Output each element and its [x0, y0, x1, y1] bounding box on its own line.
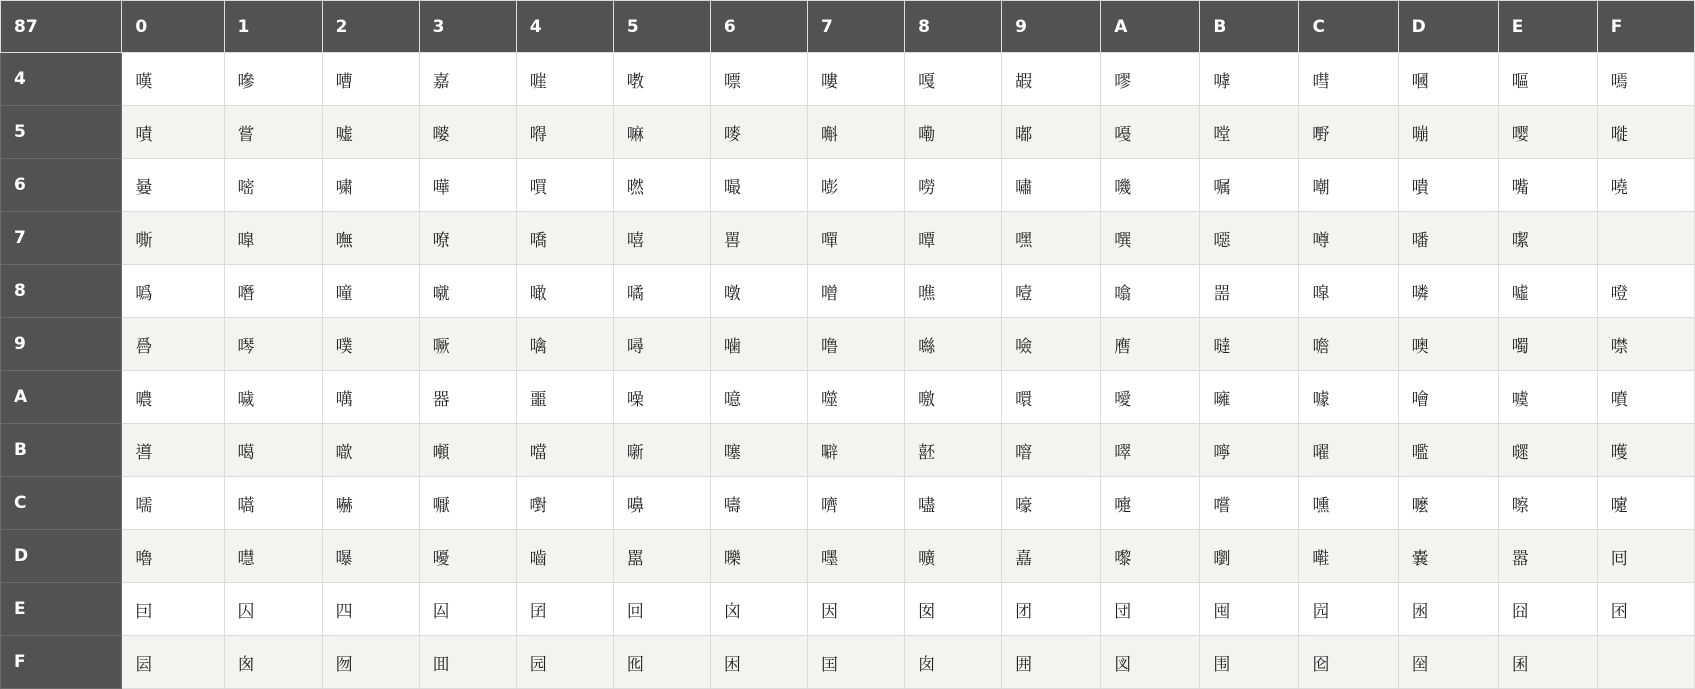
character-cell: 嘏 [1002, 53, 1101, 106]
character-cell: 噅 [122, 265, 224, 318]
character-cell: 噝 [905, 318, 1002, 371]
column-header: 4 [516, 1, 613, 53]
character-cell: 嘍 [807, 53, 904, 106]
character-cell: 嘠 [1101, 106, 1200, 159]
row-header: 9 [1, 318, 122, 371]
character-cell: 囙 [122, 583, 224, 636]
character-cell: 嘇 [224, 53, 322, 106]
character-cell: 噮 [1002, 371, 1101, 424]
character-cell: 嚉 [516, 477, 613, 530]
character-cell: 嘝 [807, 106, 904, 159]
character-cell: 嚑 [1299, 477, 1398, 530]
character-cell: 噊 [613, 265, 710, 318]
character-cell: 嚜 [807, 530, 904, 583]
character-cell: 嘈 [322, 53, 419, 106]
row-header: C [1, 477, 122, 530]
character-cell: 团 [1002, 583, 1101, 636]
character-cell: 嚝 [905, 530, 1002, 583]
character-cell: 囱 [905, 636, 1002, 689]
character-cell: 嚡 [1299, 530, 1398, 583]
character-cell: 嘮 [905, 159, 1002, 212]
character-cell: 嘸 [322, 212, 419, 265]
character-cell: 嘭 [807, 159, 904, 212]
character-cell: 噵 [122, 424, 224, 477]
character-cell: 嘣 [1398, 106, 1498, 159]
character-cell: 囦 [1398, 583, 1498, 636]
table-body [1, 53, 1695, 689]
character-cell: 嚙 [516, 530, 613, 583]
character-cell: 嘳 [1398, 159, 1498, 212]
character-cell: 噳 [1498, 371, 1597, 424]
character-cell: 囟 [710, 583, 807, 636]
column-header: 5 [613, 1, 710, 53]
character-cell: 噤 [1597, 318, 1694, 371]
character-cell: 噁 [1200, 212, 1299, 265]
character-cell: 嘟 [1002, 106, 1101, 159]
character-cell: 囨 [1597, 583, 1694, 636]
character-cell: 噷 [322, 424, 419, 477]
character-cell: 噉 [516, 265, 613, 318]
character-cell: 囧 [1498, 583, 1597, 636]
character-cell: 噋 [710, 265, 807, 318]
character-cell: 嘉 [419, 53, 516, 106]
column-header: 8 [905, 1, 1002, 53]
character-cell: 噄 [1498, 212, 1597, 265]
character-cell: 噴 [1597, 371, 1694, 424]
character-cell: 嚎 [1002, 477, 1101, 530]
character-cell: 嘹 [419, 212, 516, 265]
character-cell: 噃 [1398, 212, 1498, 265]
character-cell: 嘻 [613, 212, 710, 265]
character-cell: 嚖 [224, 530, 322, 583]
character-cell: 嘒 [1299, 53, 1398, 106]
character-cell: 囥 [1299, 583, 1398, 636]
character-cell: 嘶 [122, 212, 224, 265]
character-cell: 嚀 [1200, 424, 1299, 477]
column-header: C [1299, 1, 1398, 53]
character-cell: 噿 [1101, 424, 1200, 477]
table-row [1, 583, 1695, 636]
column-header: F [1597, 1, 1694, 53]
table-row [1, 636, 1695, 689]
character-cell: 嘦 [122, 159, 224, 212]
character-cell: 嚕 [122, 530, 224, 583]
character-cell: 噰 [1200, 371, 1299, 424]
row-header: 7 [1, 212, 122, 265]
character-cell: 嘷 [224, 212, 322, 265]
character-cell: 囶 [1398, 636, 1498, 689]
character-cell: 嘱 [1200, 159, 1299, 212]
character-cell: 嚓 [1498, 477, 1597, 530]
character-cell: 噇 [322, 265, 419, 318]
character-cell: 囝 [516, 583, 613, 636]
header-row [1, 1, 1695, 53]
character-cell: 嘙 [419, 106, 516, 159]
character-cell: 囩 [122, 636, 224, 689]
character-cell: 噂 [1299, 212, 1398, 265]
character-cell: 噯 [1101, 371, 1200, 424]
character-cell: 嘿 [1002, 212, 1101, 265]
character-cell: 嚃 [1498, 424, 1597, 477]
character-cell: 囘 [1597, 530, 1694, 583]
character-cell: 嘕 [1597, 53, 1694, 106]
character-cell: 嘌 [710, 53, 807, 106]
column-header: 6 [710, 1, 807, 53]
character-cell: 囫 [322, 636, 419, 689]
character-cell: 噩 [516, 371, 613, 424]
character-cell: 回 [613, 583, 710, 636]
character-cell: 噾 [1002, 424, 1101, 477]
character-cell: 噕 [122, 318, 224, 371]
character-cell: 噸 [419, 424, 516, 477]
character-cell: 嚇 [322, 477, 419, 530]
table-row [1, 371, 1695, 424]
character-cell: 嘤 [1498, 106, 1597, 159]
character-cell: 嘧 [224, 159, 322, 212]
table-row [1, 477, 1695, 530]
character-cell: 嘽 [807, 212, 904, 265]
character-cell: 噖 [224, 318, 322, 371]
character-cell: 嚊 [613, 477, 710, 530]
column-header: 7 [807, 1, 904, 53]
character-cell: 噔 [1597, 265, 1694, 318]
character-cell: 噏 [1101, 265, 1200, 318]
character-cell: 嘓 [1398, 53, 1498, 106]
character-cell: 围 [1200, 636, 1299, 689]
character-cell: 噫 [710, 371, 807, 424]
character-cell: 嘑 [1200, 53, 1299, 106]
character-cell: 嘵 [1597, 159, 1694, 212]
table-row [1, 106, 1695, 159]
character-cell: 噜 [807, 318, 904, 371]
row-header: E [1, 583, 122, 636]
character-cell: 噍 [905, 265, 1002, 318]
corner-cell: 87 [1, 1, 122, 53]
row-header: 6 [1, 159, 122, 212]
row-header: F [1, 636, 122, 689]
character-cell: 嚔 [1597, 477, 1694, 530]
character-cell: 嘬 [710, 159, 807, 212]
character-cell: 噈 [419, 265, 516, 318]
column-header: 1 [224, 1, 322, 53]
row-header: B [1, 424, 122, 477]
column-header: A [1101, 1, 1200, 53]
character-cell: 噡 [1299, 318, 1398, 371]
character-cell: 囮 [613, 636, 710, 689]
table-row [1, 530, 1695, 583]
character-cell: 嘺 [516, 212, 613, 265]
character-cell: 嘼 [710, 212, 807, 265]
character-cell: 嚠 [1200, 530, 1299, 583]
row-header: D [1, 530, 122, 583]
character-cell: 嘊 [516, 53, 613, 106]
character-cell: 器 [419, 371, 516, 424]
character-cell: 嘨 [322, 159, 419, 212]
character-cell: 嚁 [1299, 424, 1398, 477]
character-cell: 嚗 [322, 530, 419, 583]
row-header: 5 [1, 106, 122, 159]
character-cell: 噣 [1498, 318, 1597, 371]
character-cell: 嚍 [905, 477, 1002, 530]
table-row [1, 212, 1695, 265]
character-cell: 図 [1101, 636, 1200, 689]
character-cell: 噱 [1299, 371, 1398, 424]
character-cell: 嚣 [1498, 530, 1597, 583]
character-cell: 嚚 [613, 530, 710, 583]
row-header: A [1, 371, 122, 424]
character-cell: 嘰 [1101, 159, 1200, 212]
character-cell: 嚌 [807, 477, 904, 530]
character-cell: 嚘 [419, 530, 516, 583]
column-header: 2 [322, 1, 419, 53]
character-cell: 囬 [419, 636, 516, 689]
character-cell: 噒 [1398, 265, 1498, 318]
character-cell: 囷 [1498, 636, 1597, 689]
character-cell: 嘡 [1200, 106, 1299, 159]
character-cell: 嘜 [710, 106, 807, 159]
character-cell: 噚 [613, 318, 710, 371]
table-row [1, 159, 1695, 212]
character-cell: 嚆 [224, 477, 322, 530]
character-cell: 噶 [224, 424, 322, 477]
character-cell: 噺 [613, 424, 710, 477]
character-cell: 囡 [905, 583, 1002, 636]
character-cell: 噦 [224, 371, 322, 424]
character-cell: 噆 [224, 265, 322, 318]
character-cell: 囚 [224, 583, 322, 636]
character-cell: 嘘 [322, 106, 419, 159]
character-cell: 嘩 [419, 159, 516, 212]
character-cell: 嘯 [1002, 159, 1101, 212]
row-header: 8 [1, 265, 122, 318]
character-cell: 噞 [1002, 318, 1101, 371]
character-cell: 団 [1101, 583, 1200, 636]
character-cell: 嘗 [224, 106, 322, 159]
character-cell: 噪 [613, 371, 710, 424]
character-cell: 噥 [122, 371, 224, 424]
character-cell: 嚐 [1200, 477, 1299, 530]
character-cell: 嘐 [1101, 53, 1200, 106]
character-cell: 嘆 [122, 53, 224, 106]
character-cell: 噑 [1299, 265, 1398, 318]
character-cell: 嚈 [419, 477, 516, 530]
character-cell: 噌 [807, 265, 904, 318]
character-cell: 嘖 [122, 106, 224, 159]
character-cell: 困 [710, 636, 807, 689]
character-cell: 嚂 [1398, 424, 1498, 477]
character-cell: 嚢 [1398, 530, 1498, 583]
character-cell: 噻 [710, 424, 807, 477]
character-cell: 噲 [1398, 371, 1498, 424]
column-header: E [1498, 1, 1597, 53]
character-cell: 噽 [905, 424, 1002, 477]
table-header [1, 1, 1695, 53]
character-cell: 噘 [419, 318, 516, 371]
character-cell: 噀 [1101, 212, 1200, 265]
character-cell: 噛 [710, 318, 807, 371]
character-cell: 噐 [1200, 265, 1299, 318]
character-cell: 囯 [807, 636, 904, 689]
character-cell: 因 [807, 583, 904, 636]
character-cell: 噹 [516, 424, 613, 477]
column-header: 3 [419, 1, 516, 53]
character-cell: 噗 [322, 318, 419, 371]
column-header: D [1398, 1, 1498, 53]
character-cell: 嘎 [905, 53, 1002, 106]
character-cell: 噎 [1002, 265, 1101, 318]
column-header: B [1200, 1, 1299, 53]
character-cell: 囤 [1200, 583, 1299, 636]
character-cell: 囵 [1299, 636, 1398, 689]
character-cell: 嘢 [1299, 106, 1398, 159]
character-cell: 嚄 [1597, 424, 1694, 477]
character-cell: 嘛 [613, 106, 710, 159]
character-cell: 嘞 [905, 106, 1002, 159]
character-cell: 噭 [905, 371, 1002, 424]
character-cell: 嘫 [613, 159, 710, 212]
character-cell: 噓 [1498, 265, 1597, 318]
table-row [1, 424, 1695, 477]
character-cell: 噠 [1200, 318, 1299, 371]
character-cell: 四 [322, 583, 419, 636]
character-cell: 嘾 [905, 212, 1002, 265]
table-row [1, 265, 1695, 318]
character-cell: 嚋 [710, 477, 807, 530]
column-header: 9 [1002, 1, 1101, 53]
character-cell: 嘲 [1299, 159, 1398, 212]
character-cell: 嚒 [1398, 477, 1498, 530]
character-cell: 噬 [807, 371, 904, 424]
character-cell: 囪 [224, 636, 322, 689]
character-cell [1597, 636, 1694, 689]
character-cell: 囲 [1002, 636, 1101, 689]
character-cell: 嘥 [1597, 106, 1694, 159]
character-cell: 噟 [1101, 318, 1200, 371]
character-cell: 噙 [516, 318, 613, 371]
character-cell: 园 [516, 636, 613, 689]
character-cell: 噧 [322, 371, 419, 424]
character-cell: 囜 [419, 583, 516, 636]
character-cell [1597, 212, 1694, 265]
character-cell: 嚞 [1002, 530, 1101, 583]
column-header: 0 [122, 1, 224, 53]
character-cell: 嘴 [1498, 159, 1597, 212]
character-cell: 噼 [807, 424, 904, 477]
table-row [1, 53, 1695, 106]
character-cell: 嘪 [516, 159, 613, 212]
character-cell: 嘚 [516, 106, 613, 159]
character-cell: 嘔 [1498, 53, 1597, 106]
character-cell: 嚟 [1101, 530, 1200, 583]
character-cell: 嚏 [1101, 477, 1200, 530]
character-cell: 嚅 [122, 477, 224, 530]
row-header: 4 [1, 53, 122, 106]
table-row [1, 318, 1695, 371]
character-cell: 噢 [1398, 318, 1498, 371]
character-cell: 嘋 [613, 53, 710, 106]
character-cell: 嚛 [710, 530, 807, 583]
